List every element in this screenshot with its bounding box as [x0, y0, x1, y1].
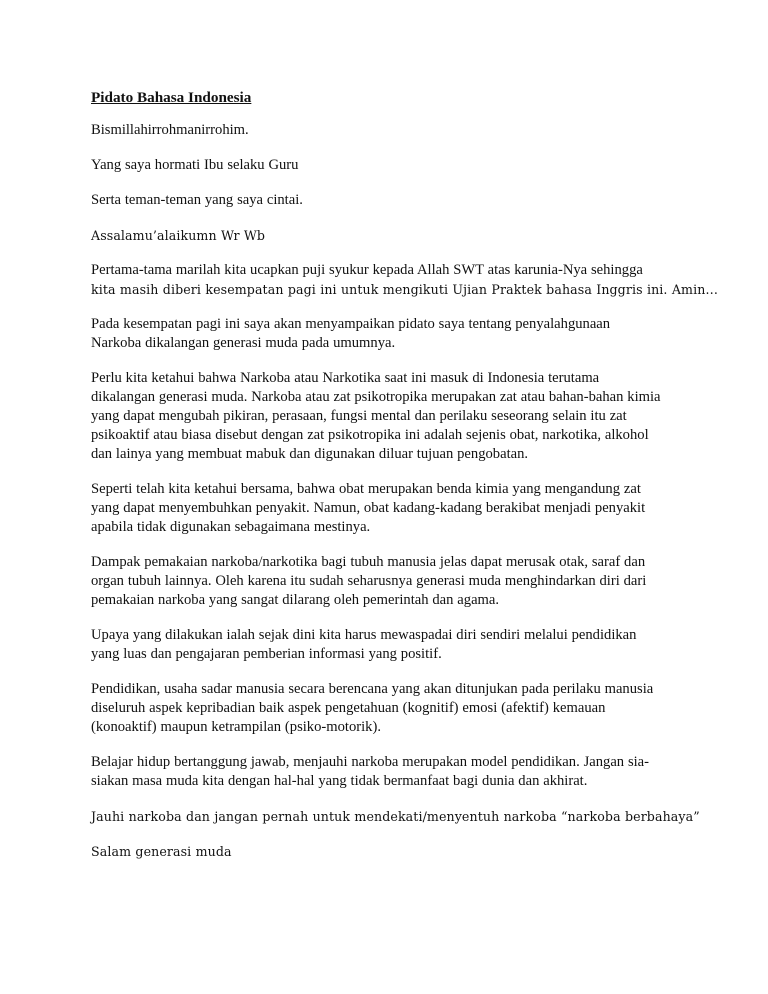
paragraph-line: Perlu kita ketahui bahwa Narkoba atau Narkotika saat ini masuk di Indonesia terutama	[91, 370, 600, 386]
paragraph-education	[91, 680, 708, 737]
paragraph-impact	[91, 553, 708, 610]
paragraph-line: Assalamu’alaikumn Wr Wb	[91, 228, 266, 243]
paragraph-line: Upaya yang dilakukan ialah sejak dini kita harus mewaspadai diri sendiri melalui pendidikan	[91, 627, 637, 643]
paragraph-line: Pada kesempatan pagi ini saya akan menyampaikan pidato saya tentang penyalahgunaan	[91, 316, 611, 332]
paragraph-line: psikoaktif atau biasa disebut dengan zat psikotropika ini adalah sejenis obat, narkotika, alkohol	[91, 427, 649, 443]
paragraph-line: apabila tidak digunakan sebagaimana mestinya.	[91, 519, 371, 535]
paragraph-line: pemakaian narkoba yang sangat dilarang oleh pemerintah dan agama.	[91, 592, 500, 608]
paragraph-line: yang dapat mengubah pikiran, perasaan, fungsi mental dan perilaku seseorang selain itu zat	[91, 408, 627, 424]
paragraph-line: organ tubuh lainnya. Oleh karena itu sudah seharusnya generasi muda menghindarkan diri dari	[91, 573, 647, 589]
paragraph-effort	[91, 626, 708, 664]
paragraph-line: Dampak pemakaian narkoba/narkotika bagi tubuh manusia jelas dapat merusak otak, saraf dan	[91, 554, 646, 570]
paragraph-line: dan lainya yang membuat mabuk dan digunakan diluar tujuan pengobatan.	[91, 446, 529, 462]
paragraph-line: Salam generasi muda	[91, 844, 232, 859]
paragraph-line: Serta teman-teman yang saya cintai.	[91, 192, 303, 208]
paragraph-line: Pertama-tama marilah kita ucapkan puji syukur kepada Allah SWT atas karunia-Nya sehingga	[91, 262, 643, 278]
document-title: Pidato Bahasa Indonesia	[91, 89, 252, 106]
paragraph-line: dikalangan generasi muda. Narkoba atau zat psikotropika merupakan zat atau bahan-bahan kimia	[91, 389, 661, 405]
paragraph-line: siakan masa muda kita dengan hal-hal yang tidak bermanfaat bagi dunia dan akhirat.	[91, 773, 588, 789]
paragraph-greeting-friends	[91, 191, 708, 210]
paragraph-salam	[91, 226, 708, 245]
paragraph-line: Narkoba dikalangan generasi muda pada umumnya.	[91, 335, 396, 351]
paragraph-line: Belajar hidup bertanggung jawab, menjauhi narkoba merupakan model pendidikan. Jangan sia-	[91, 754, 650, 770]
paragraph-closing	[91, 842, 708, 861]
paragraph-responsibility	[91, 753, 708, 791]
paragraph-basmalah	[91, 121, 708, 140]
paragraph-line: (konoaktif) maupun ketrampilan (psiko-motorik).	[91, 719, 381, 735]
paragraph-line: kita masih diberi kesempatan pagi ini untuk mengikuti Ujian Praktek bahasa Inggris ini. Amin…	[91, 282, 719, 297]
paragraph-topic	[91, 315, 708, 353]
paragraph-line: yang dapat menyembuhkan penyakit. Namun, obat kadang-kadang berakibat menjadi penyakit	[91, 500, 646, 516]
paragraph-medicine	[91, 480, 708, 537]
paragraph-line: yang luas dan pengajaran pemberian informasi yang positif.	[91, 646, 442, 662]
paragraph-line: Jauhi narkoba dan jangan pernah untuk mendekati/menyentuh narkoba “narkoba berbahaya”	[91, 809, 700, 824]
paragraph-line: diseluruh aspek kepribadian baik aspek pengetahuan (kognitif) emosi (afektif) kemauan	[91, 700, 606, 716]
paragraph-opening	[91, 261, 719, 299]
paragraph-line: Seperti telah kita ketahui bersama, bahwa obat merupakan benda kimia yang mengandung zat	[91, 481, 641, 497]
paragraph-appeal	[91, 807, 708, 826]
paragraph-definition	[91, 369, 708, 464]
paragraph-line: Pendidikan, usaha sadar manusia secara berencana yang akan ditunjukan pada perilaku manusia	[91, 681, 654, 697]
paragraph-line: Yang saya hormati Ibu selaku Guru	[91, 157, 299, 173]
paragraph-line: Bismillahirrohmanirrohim.	[91, 122, 249, 138]
paragraph-greeting-teacher	[91, 156, 708, 175]
